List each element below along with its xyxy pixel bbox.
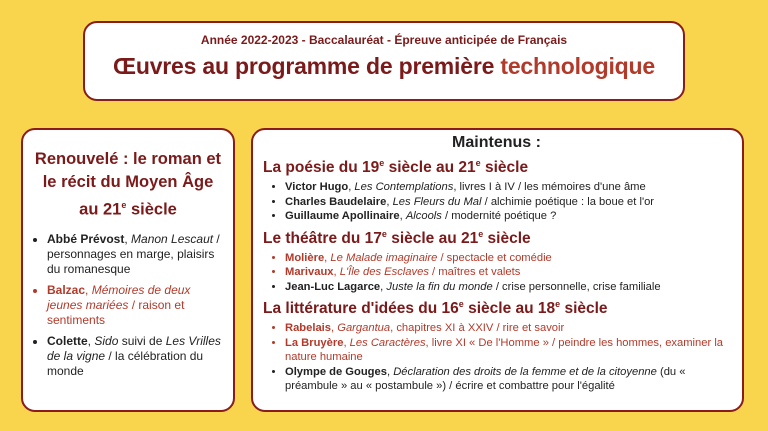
work-sep: , <box>386 365 394 378</box>
list-item <box>285 321 730 336</box>
section-title-text: siècle <box>483 229 531 247</box>
work-title-2: Les Vrilles de la vigne <box>47 333 221 363</box>
renewed-title-line3-end: siècle <box>126 200 177 219</box>
work-theme: , chapitres XI à XXIV / rire et savoir <box>390 322 565 335</box>
renewed-title-line1: Renouvelé : le roman et <box>34 150 222 168</box>
work-author: Guillaume Apollinaire <box>285 210 400 223</box>
work-title: Sido <box>94 333 119 348</box>
section-title-ideas <box>263 299 730 318</box>
work-title: Les Caractères <box>349 336 426 349</box>
work-sep: , <box>386 195 393 208</box>
list-item <box>285 265 730 280</box>
work-author: Colette <box>47 333 88 348</box>
section-title-text: siècle au 21 <box>384 159 476 177</box>
page-title <box>85 53 683 80</box>
work-author: Olympe de Gouges <box>285 365 387 378</box>
work-theme: / alchimie poétique : la boue et l'or <box>481 195 655 208</box>
work-author: Balzac <box>47 282 86 297</box>
work-sep: , <box>331 322 338 335</box>
section-title-text: siècle au 18 <box>463 300 556 318</box>
work-title: Les Contemplations <box>354 181 454 194</box>
header-subtitle: Année 2022-2023 - Baccalauréat - Épreuve anticipée de Français <box>200 33 568 47</box>
work-theme: / crise personnelle, crise familiale <box>492 280 661 293</box>
section-title-sup: e <box>555 299 561 310</box>
work-author: Jean-Luc Lagarce <box>285 280 381 293</box>
work-title: Manon Lescaut <box>131 231 214 246</box>
work-sep: , <box>85 282 92 297</box>
ideas-works-list <box>263 321 730 394</box>
list-item <box>285 336 730 365</box>
work-author: Molière <box>285 251 325 264</box>
section-title-theatre <box>263 229 730 248</box>
renewed-title-line3: au 21 <box>79 200 122 219</box>
work-title: Alcools <box>405 210 442 223</box>
header-card <box>83 21 685 101</box>
list-item <box>285 180 730 195</box>
work-author: La Bruyère <box>285 336 344 349</box>
section-title-sup: e <box>381 228 387 239</box>
renewed-title <box>33 148 223 222</box>
work-title: Les Fleurs du Mal <box>392 195 482 208</box>
work-theme: / modernité poétique ? <box>441 210 557 223</box>
work-sep: , <box>124 231 132 246</box>
work-theme: / maîtres et valets <box>428 266 521 279</box>
work-title: Déclaration des droits de la femme et de la citoyenne <box>393 365 657 378</box>
page-title-main: Œuvres au programme de première <box>113 53 495 79</box>
work-sep: , <box>333 266 340 279</box>
page-title-accent: technologique <box>500 53 655 79</box>
section-title-sup: e <box>458 299 464 310</box>
section-title-text: siècle <box>480 159 529 177</box>
section-title-text: La littérature d'idées du 16 <box>263 300 459 318</box>
maintained-card <box>251 128 744 412</box>
work-theme: , livres I à IV / les mémoires d'une âme <box>453 181 646 194</box>
work-theme: (du « préambule » au « postambule ») / écrire et combattre pour l'égalité <box>285 365 686 393</box>
work-author: Charles Baudelaire <box>285 195 387 208</box>
work-theme: / la célébration du monde <box>47 348 204 378</box>
section-title-sup: e <box>379 158 385 168</box>
work-title: Le Malade imaginaire <box>330 251 438 264</box>
section-title-text: siècle au 21 <box>386 229 479 247</box>
work-author: Abbé Prévost <box>47 231 125 246</box>
renewed-title-line2: le récit du Moyen Âge <box>42 173 214 191</box>
section-title-text: Le théâtre du 17 <box>263 229 382 247</box>
list-item <box>285 251 730 266</box>
list-item <box>47 232 223 277</box>
work-sep: , <box>343 336 350 349</box>
work-author: Marivaux <box>285 266 334 279</box>
list-item <box>285 209 730 224</box>
section-title-sup: e <box>478 228 484 239</box>
work-title: Gargantua <box>337 322 391 335</box>
work-author: Rabelais <box>285 322 332 335</box>
work-author: Victor Hugo <box>285 181 349 194</box>
work-sep: , <box>380 280 387 293</box>
work-theme: / spectacle et comédie <box>437 251 552 264</box>
work-sep: , <box>348 181 355 194</box>
work-theme: / personnages en marge, plaisirs du romanesque <box>47 231 220 276</box>
section-title-poetry <box>263 158 730 177</box>
list-item <box>47 283 223 328</box>
section-title-text: siècle <box>560 300 608 318</box>
list-item <box>285 195 730 210</box>
section-title-text: La poésie du 19 <box>263 159 380 177</box>
work-theme: / raison et sentiments <box>47 297 185 327</box>
work-sep: , <box>399 210 406 223</box>
work-title: Juste la fin du monde <box>386 280 493 293</box>
theatre-works-list <box>263 251 730 295</box>
work-title: Mémoires de deux jeunes mariées <box>47 282 191 312</box>
renewed-card <box>21 128 235 412</box>
work-connector: suivi de <box>118 333 166 348</box>
work-theme: , livre XI « De l'Homme » / peindre les hommes, examiner la nature humaine <box>285 336 724 364</box>
work-sep: , <box>324 251 331 264</box>
renewed-title-sup: e <box>121 200 127 210</box>
poetry-works-list <box>263 180 730 224</box>
renewed-works-list <box>33 232 223 379</box>
list-item <box>285 280 730 295</box>
work-sep: , <box>87 333 95 348</box>
list-item <box>47 334 223 379</box>
work-title: L'Île des Esclaves <box>339 266 429 279</box>
maintained-heading: Maintenus : <box>452 134 541 151</box>
list-item <box>285 365 730 394</box>
section-title-sup: e <box>475 158 481 168</box>
